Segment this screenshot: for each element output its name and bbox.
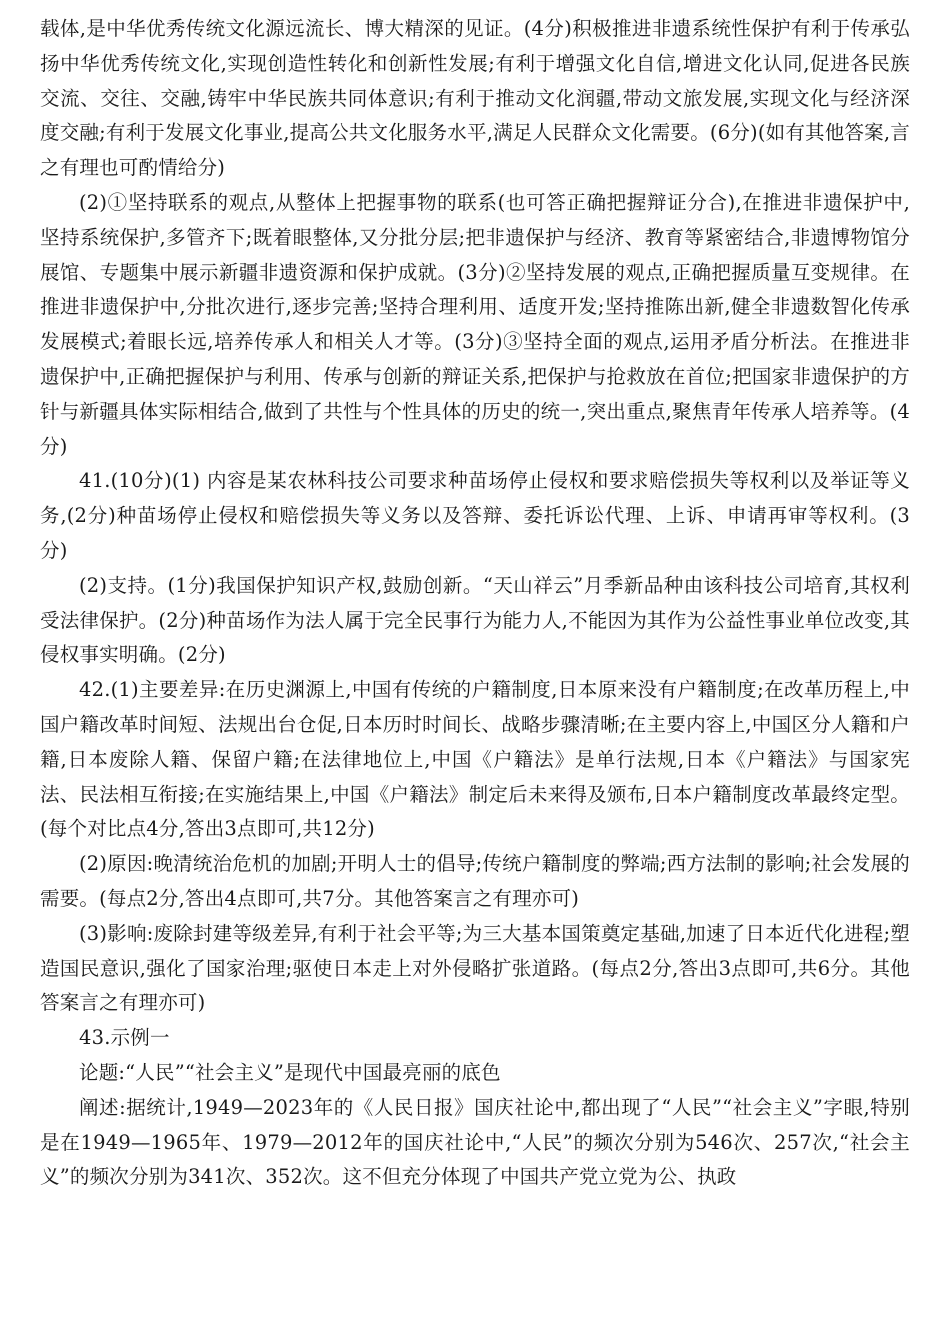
answer-document [40, 12, 910, 1195]
paragraph-culture-significance: 载体,是中华优秀传统文化源远流长、博大精深的见证。(4分)积极推进非遗系统性保护有利于传承弘扬中华优秀传统文化,实现创造性转化和创新性发展;有利于增强文化自信,增进文化认同,促进各民族交流、交往、交融,铸牢中华民族共同体意识;有利于推动文化润疆,带动文旅发展,实现文化与经济深度交融;有利于发展文化事业,提高公共文化服务水平,满足人民群众文化需要。(6分)(如有其他答案,言之有理也可酌情给分) [40, 17, 910, 180]
paragraph-q41-part2: (2)支持。(1分)我国保护知识产权,鼓励创新。“天山祥云”月季新品种由该科技公司培育,其权利受法律保护。(2分)种苗场作为法人属于完全民事行为能力人,不能因为其作为公益性事业单位改变,其侵权事实明确。(2分) [40, 573, 910, 667]
paragraph-q42-part1: 42.(1)主要差异:在历史渊源上,中国有传统的户籍制度,日本原来没有户籍制度;在改革历程上,中国户籍改革时间短、法规出台仓促,日本历时时间长、战略步骤清晰;在主要内容上,中国区分人籍和户籍,日本废除人籍、保留户籍;在法律地位上,中国《户籍法》是单行法规,日本《户籍法》与国家宪法、民法相互衔接;在实施结果上,中国《户籍法》制定后未来得及颁布,日本户籍制度改革最终定型。(每个对比点4分,答出3点即可,共12分) [40, 678, 910, 841]
paragraph-q43-thesis: 论题:“人民”“社会主义”是现代中国最亮丽的底色 [79, 1060, 501, 1084]
paragraph-philosophy-analysis: (2)①坚持联系的观点,从整体上把握事物的联系(也可答正确把握辩证分合),在推进非遗保护中,坚持系统保护,多管齐下;既着眼整体,又分批分层;把非遗保护与经济、教育等紧密结合,非遗博物馆分展馆、专题集中展示新疆非遗资源和保护成就。(3分)②坚持发展的观点,正确把握质量互变规律。在推进非遗保护中,分批次进行,逐步完善;坚持合理利用、适度开发;坚持推陈出新,健全非遗数智化传承发展模式;着眼长远,培养传承人和相关人才等。(3分)③坚持全面的观点,运用矛盾分析法。在推进非遗保护中,正确把握保护与利用、传承与创新的辩证关系,把保护与抢救放在首位;把国家非遗保护的方针与新疆具体实际相结合,做到了共性与个性具体的历史的统一,突出重点,聚焦青年传承人培养等。(4分) [40, 190, 910, 458]
paragraph-q43-elaboration: 阐述:据统计,1949—2023年的《人民日报》国庆社论中,都出现了“人民”“社会主义”字眼,特别是在1949—1965年、1979—2012年的国庆社论中,“人民”的频次分别为546次、257次,“社会主义”的频次分别为341次、352次。这不但充分体现了中国共产党立党为公、执政 [40, 1095, 910, 1189]
paragraph-q41-part1: 41.(10分)(1) 内容是某农林科技公司要求种苗场停止侵权和要求赔偿损失等权利以及举证等义务,(2分)种苗场停止侵权和赔偿损失等义务以及答辩、委托诉讼代理、上诉、申请再审等权利。(3分) [40, 469, 910, 562]
paragraph-q43-heading: 43.示例一 [79, 1026, 170, 1050]
paragraph-q42-part2: (2)原因:晚清统治危机的加剧;开明人士的倡导;传统户籍制度的弊端;西方法制的影响;社会发展的需要。(每点2分,答出4点即可,共7分。其他答案言之有理亦可) [40, 852, 910, 910]
paragraph-q42-part3: (3)影响:废除封建等级差异,有利于社会平等;为三大基本国策奠定基础,加速了日本近代化进程;塑造国民意识,强化了国家治理;驱使日本走上对外侵略扩张道路。(每点2分,答出3点即可,共6分。其他答案言之有理亦可) [40, 921, 910, 1015]
